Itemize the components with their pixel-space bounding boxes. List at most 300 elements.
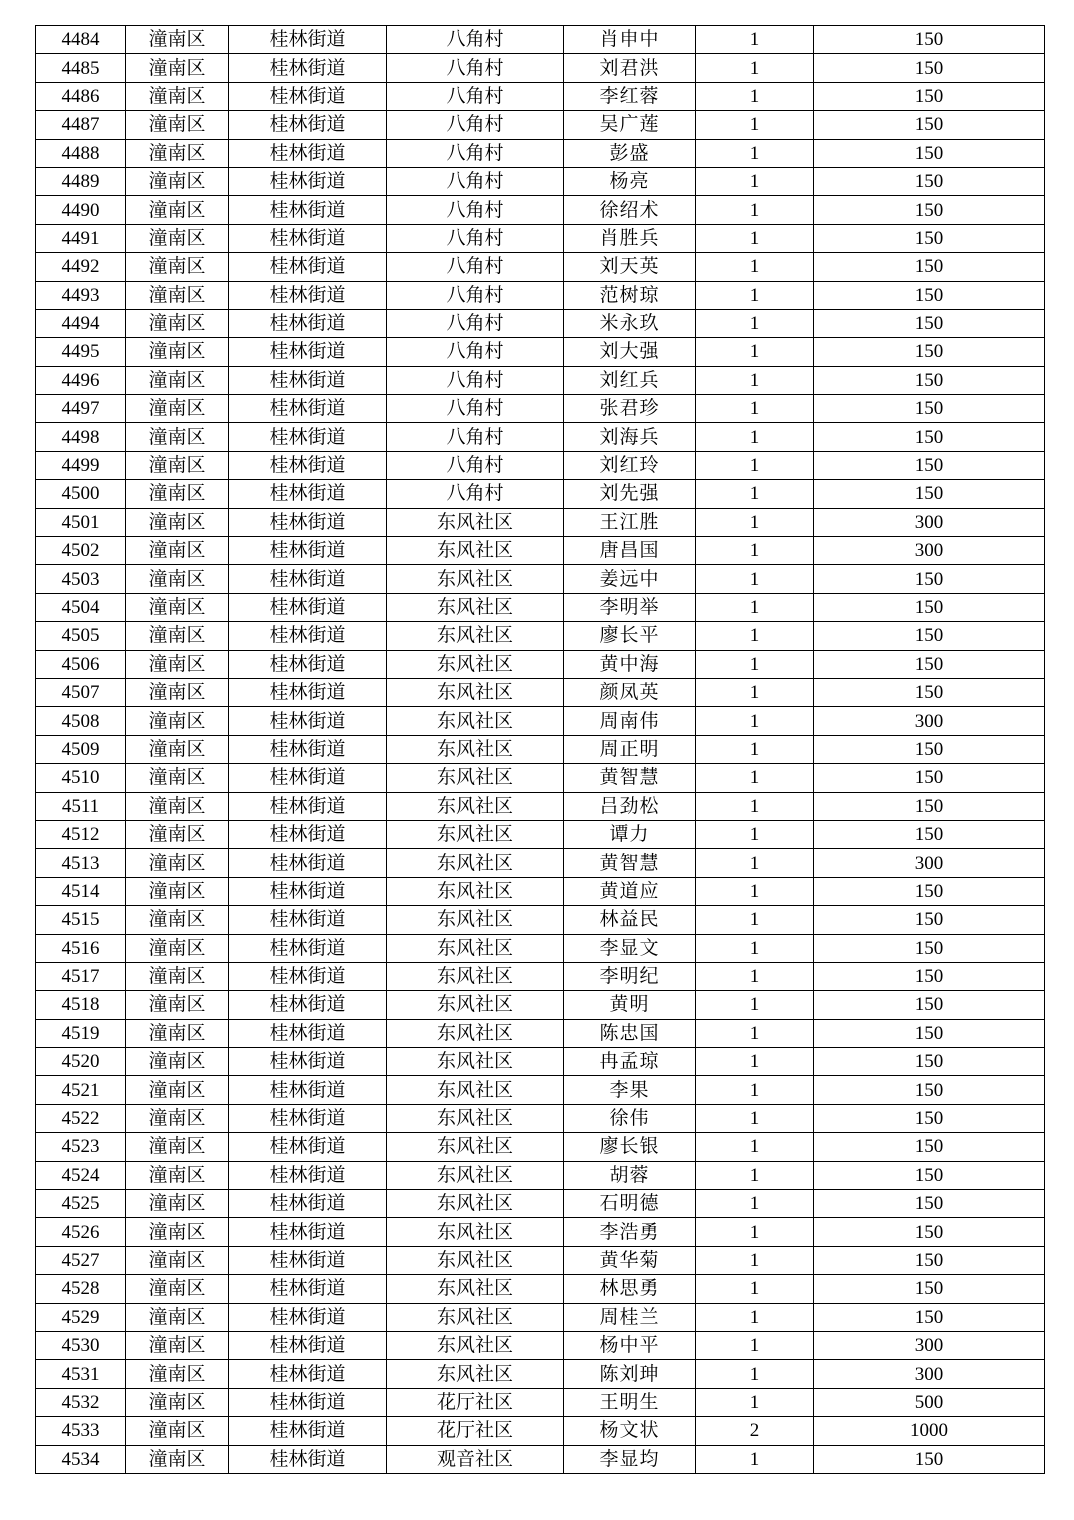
serial-number-cell: 4521 — [36, 1076, 126, 1104]
street-cell: 桂林街道 — [229, 1246, 387, 1274]
village-cell: 东风社区 — [387, 1360, 564, 1388]
district-cell: 潼南区 — [126, 395, 229, 423]
street-cell: 桂林街道 — [229, 820, 387, 848]
name-cell: 范树琼 — [564, 281, 696, 309]
serial-number-cell: 4529 — [36, 1303, 126, 1331]
amount-cell: 150 — [814, 934, 1045, 962]
village-cell: 东风社区 — [387, 622, 564, 650]
table-row — [36, 1303, 1045, 1331]
count-cell: 1 — [696, 281, 814, 309]
serial-number-cell: 4527 — [36, 1246, 126, 1274]
street-cell: 桂林街道 — [229, 1445, 387, 1473]
table-row — [36, 934, 1045, 962]
name-cell: 王江胜 — [564, 508, 696, 536]
serial-number-cell: 4526 — [36, 1218, 126, 1246]
count-cell: 1 — [696, 508, 814, 536]
amount-cell: 150 — [814, 224, 1045, 252]
amount-cell: 300 — [814, 508, 1045, 536]
district-cell: 潼南区 — [126, 877, 229, 905]
street-cell: 桂林街道 — [229, 309, 387, 337]
amount-cell: 150 — [814, 1445, 1045, 1473]
street-cell: 桂林街道 — [229, 1218, 387, 1246]
name-cell: 李果 — [564, 1076, 696, 1104]
district-cell: 潼南区 — [126, 792, 229, 820]
count-cell: 1 — [696, 1019, 814, 1047]
table-row — [36, 650, 1045, 678]
district-cell: 潼南区 — [126, 1275, 229, 1303]
serial-number-cell: 4532 — [36, 1388, 126, 1416]
district-cell: 潼南区 — [126, 1190, 229, 1218]
amount-cell: 150 — [814, 1161, 1045, 1189]
district-cell: 潼南区 — [126, 764, 229, 792]
count-cell: 1 — [696, 622, 814, 650]
serial-number-cell: 4500 — [36, 480, 126, 508]
district-cell: 潼南区 — [126, 139, 229, 167]
street-cell: 桂林街道 — [229, 1104, 387, 1132]
serial-number-cell: 4501 — [36, 508, 126, 536]
table-row — [36, 1445, 1045, 1473]
village-cell: 东风社区 — [387, 1246, 564, 1274]
street-cell: 桂林街道 — [229, 849, 387, 877]
name-cell: 刘红兵 — [564, 366, 696, 394]
serial-number-cell: 4494 — [36, 309, 126, 337]
amount-cell: 150 — [814, 735, 1045, 763]
count-cell: 1 — [696, 707, 814, 735]
street-cell: 桂林街道 — [229, 1331, 387, 1359]
street-cell: 桂林街道 — [229, 451, 387, 479]
table-row — [36, 1417, 1045, 1445]
count-cell: 1 — [696, 1445, 814, 1473]
village-cell: 东风社区 — [387, 906, 564, 934]
count-cell: 1 — [696, 735, 814, 763]
village-cell: 东风社区 — [387, 962, 564, 990]
serial-number-cell: 4496 — [36, 366, 126, 394]
count-cell: 1 — [696, 224, 814, 252]
count-cell: 1 — [696, 1303, 814, 1331]
village-cell: 东风社区 — [387, 877, 564, 905]
street-cell: 桂林街道 — [229, 366, 387, 394]
count-cell: 1 — [696, 196, 814, 224]
district-cell: 潼南区 — [126, 111, 229, 139]
count-cell: 1 — [696, 1133, 814, 1161]
count-cell: 1 — [696, 1388, 814, 1416]
amount-cell: 300 — [814, 707, 1045, 735]
street-cell: 桂林街道 — [229, 1190, 387, 1218]
street-cell: 桂林街道 — [229, 678, 387, 706]
amount-cell: 150 — [814, 309, 1045, 337]
count-cell: 1 — [696, 309, 814, 337]
name-cell: 张君珍 — [564, 395, 696, 423]
name-cell: 徐伟 — [564, 1104, 696, 1132]
street-cell: 桂林街道 — [229, 1019, 387, 1047]
street-cell: 桂林街道 — [229, 877, 387, 905]
serial-number-cell: 4506 — [36, 650, 126, 678]
table-row — [36, 735, 1045, 763]
table-row — [36, 1048, 1045, 1076]
amount-cell: 150 — [814, 480, 1045, 508]
amount-cell: 150 — [814, 1190, 1045, 1218]
serial-number-cell: 4533 — [36, 1417, 126, 1445]
district-cell: 潼南区 — [126, 537, 229, 565]
village-cell: 花厅社区 — [387, 1417, 564, 1445]
village-cell: 花厅社区 — [387, 1388, 564, 1416]
count-cell: 1 — [696, 82, 814, 110]
serial-number-cell: 4525 — [36, 1190, 126, 1218]
amount-cell: 150 — [814, 792, 1045, 820]
district-cell: 潼南区 — [126, 1331, 229, 1359]
street-cell: 桂林街道 — [229, 991, 387, 1019]
amount-cell: 150 — [814, 139, 1045, 167]
count-cell: 1 — [696, 1331, 814, 1359]
district-cell: 潼南区 — [126, 1161, 229, 1189]
name-cell: 石明德 — [564, 1190, 696, 1218]
table-row — [36, 508, 1045, 536]
district-cell: 潼南区 — [126, 1360, 229, 1388]
table-row — [36, 1104, 1045, 1132]
amount-cell: 150 — [814, 1133, 1045, 1161]
village-cell: 东风社区 — [387, 508, 564, 536]
table-row — [36, 1388, 1045, 1416]
name-cell: 杨亮 — [564, 167, 696, 195]
amount-cell: 150 — [814, 877, 1045, 905]
serial-number-cell: 4489 — [36, 167, 126, 195]
serial-number-cell: 4487 — [36, 111, 126, 139]
street-cell: 桂林街道 — [229, 650, 387, 678]
table-row — [36, 281, 1045, 309]
name-cell: 胡蓉 — [564, 1161, 696, 1189]
village-cell: 八角村 — [387, 451, 564, 479]
district-cell: 潼南区 — [126, 196, 229, 224]
name-cell: 刘海兵 — [564, 423, 696, 451]
street-cell: 桂林街道 — [229, 508, 387, 536]
street-cell: 桂林街道 — [229, 54, 387, 82]
table-row — [36, 792, 1045, 820]
village-cell: 八角村 — [387, 139, 564, 167]
street-cell: 桂林街道 — [229, 1303, 387, 1331]
serial-number-cell: 4512 — [36, 820, 126, 848]
name-cell: 李红蓉 — [564, 82, 696, 110]
name-cell: 周南伟 — [564, 707, 696, 735]
name-cell: 杨文状 — [564, 1417, 696, 1445]
village-cell: 八角村 — [387, 196, 564, 224]
village-cell: 东风社区 — [387, 991, 564, 1019]
village-cell: 八角村 — [387, 366, 564, 394]
street-cell: 桂林街道 — [229, 167, 387, 195]
name-cell: 冉孟琼 — [564, 1048, 696, 1076]
count-cell: 1 — [696, 1246, 814, 1274]
count-cell: 1 — [696, 962, 814, 990]
count-cell: 1 — [696, 139, 814, 167]
table-row — [36, 451, 1045, 479]
count-cell: 1 — [696, 167, 814, 195]
count-cell: 1 — [696, 1161, 814, 1189]
street-cell: 桂林街道 — [229, 537, 387, 565]
district-cell: 潼南区 — [126, 253, 229, 281]
amount-cell: 150 — [814, 111, 1045, 139]
street-cell: 桂林街道 — [229, 1360, 387, 1388]
count-cell: 1 — [696, 338, 814, 366]
count-cell: 1 — [696, 1360, 814, 1388]
serial-number-cell: 4514 — [36, 877, 126, 905]
name-cell: 唐昌国 — [564, 537, 696, 565]
village-cell: 东风社区 — [387, 1076, 564, 1104]
name-cell: 黄明 — [564, 991, 696, 1019]
amount-cell: 150 — [814, 395, 1045, 423]
serial-number-cell: 4523 — [36, 1133, 126, 1161]
street-cell: 桂林街道 — [229, 253, 387, 281]
village-cell: 东风社区 — [387, 1104, 564, 1132]
street-cell: 桂林街道 — [229, 224, 387, 252]
name-cell: 周正明 — [564, 735, 696, 763]
name-cell: 周桂兰 — [564, 1303, 696, 1331]
name-cell: 黄中海 — [564, 650, 696, 678]
serial-number-cell: 4528 — [36, 1275, 126, 1303]
name-cell: 王明生 — [564, 1388, 696, 1416]
serial-number-cell: 4515 — [36, 906, 126, 934]
name-cell: 彭盛 — [564, 139, 696, 167]
count-cell: 1 — [696, 877, 814, 905]
table-row — [36, 906, 1045, 934]
village-cell: 八角村 — [387, 480, 564, 508]
village-cell: 东风社区 — [387, 678, 564, 706]
count-cell: 1 — [696, 253, 814, 281]
serial-number-cell: 4511 — [36, 792, 126, 820]
name-cell: 刘先强 — [564, 480, 696, 508]
amount-cell: 150 — [814, 962, 1045, 990]
count-cell: 1 — [696, 366, 814, 394]
amount-cell: 150 — [814, 366, 1045, 394]
count-cell: 1 — [696, 1218, 814, 1246]
count-cell: 1 — [696, 1076, 814, 1104]
amount-cell: 300 — [814, 1360, 1045, 1388]
village-cell: 八角村 — [387, 26, 564, 54]
table-row — [36, 196, 1045, 224]
table-row — [36, 1331, 1045, 1359]
serial-number-cell: 4516 — [36, 934, 126, 962]
amount-cell: 300 — [814, 849, 1045, 877]
name-cell: 李浩勇 — [564, 1218, 696, 1246]
serial-number-cell: 4530 — [36, 1331, 126, 1359]
village-cell: 八角村 — [387, 423, 564, 451]
village-cell: 八角村 — [387, 54, 564, 82]
amount-cell: 150 — [814, 1048, 1045, 1076]
village-cell: 八角村 — [387, 281, 564, 309]
village-cell: 东风社区 — [387, 735, 564, 763]
district-cell: 潼南区 — [126, 54, 229, 82]
count-cell: 2 — [696, 1417, 814, 1445]
amount-cell: 300 — [814, 1331, 1045, 1359]
amount-cell: 150 — [814, 678, 1045, 706]
district-cell: 潼南区 — [126, 707, 229, 735]
count-cell: 1 — [696, 1275, 814, 1303]
street-cell: 桂林街道 — [229, 480, 387, 508]
amount-cell: 300 — [814, 537, 1045, 565]
district-cell: 潼南区 — [126, 622, 229, 650]
street-cell: 桂林街道 — [229, 196, 387, 224]
amount-cell: 150 — [814, 906, 1045, 934]
street-cell: 桂林街道 — [229, 1048, 387, 1076]
table-row — [36, 820, 1045, 848]
district-cell: 潼南区 — [126, 593, 229, 621]
name-cell: 陈忠国 — [564, 1019, 696, 1047]
amount-cell: 150 — [814, 196, 1045, 224]
amount-cell: 150 — [814, 565, 1045, 593]
village-cell: 东风社区 — [387, 1048, 564, 1076]
serial-number-cell: 4517 — [36, 962, 126, 990]
village-cell: 东风社区 — [387, 1218, 564, 1246]
district-cell: 潼南区 — [126, 1218, 229, 1246]
amount-cell: 150 — [814, 1019, 1045, 1047]
amount-cell: 150 — [814, 1303, 1045, 1331]
table-row — [36, 224, 1045, 252]
name-cell: 刘天英 — [564, 253, 696, 281]
table-row — [36, 253, 1045, 281]
serial-number-cell: 4486 — [36, 82, 126, 110]
district-cell: 潼南区 — [126, 480, 229, 508]
table-row — [36, 1190, 1045, 1218]
name-cell: 刘君洪 — [564, 54, 696, 82]
table-row — [36, 139, 1045, 167]
serial-number-cell: 4493 — [36, 281, 126, 309]
village-cell: 东风社区 — [387, 820, 564, 848]
name-cell: 米永玖 — [564, 309, 696, 337]
district-cell: 潼南区 — [126, 650, 229, 678]
amount-cell: 150 — [814, 764, 1045, 792]
street-cell: 桂林街道 — [229, 735, 387, 763]
count-cell: 1 — [696, 537, 814, 565]
name-cell: 黄华菊 — [564, 1246, 696, 1274]
name-cell: 谭力 — [564, 820, 696, 848]
serial-number-cell: 4522 — [36, 1104, 126, 1132]
serial-number-cell: 4505 — [36, 622, 126, 650]
village-cell: 八角村 — [387, 224, 564, 252]
village-cell: 东风社区 — [387, 934, 564, 962]
serial-number-cell: 4520 — [36, 1048, 126, 1076]
name-cell: 吴广莲 — [564, 111, 696, 139]
village-cell: 东风社区 — [387, 650, 564, 678]
serial-number-cell: 4503 — [36, 565, 126, 593]
name-cell: 肖胜兵 — [564, 224, 696, 252]
serial-number-cell: 4492 — [36, 253, 126, 281]
amount-cell: 150 — [814, 991, 1045, 1019]
serial-number-cell: 4519 — [36, 1019, 126, 1047]
street-cell: 桂林街道 — [229, 906, 387, 934]
village-cell: 东风社区 — [387, 537, 564, 565]
table-row — [36, 111, 1045, 139]
table-body — [36, 26, 1045, 1474]
district-cell: 潼南区 — [126, 366, 229, 394]
table-row — [36, 1161, 1045, 1189]
count-cell: 1 — [696, 678, 814, 706]
street-cell: 桂林街道 — [229, 139, 387, 167]
serial-number-cell: 4498 — [36, 423, 126, 451]
serial-number-cell: 4499 — [36, 451, 126, 479]
serial-number-cell: 4485 — [36, 54, 126, 82]
street-cell: 桂林街道 — [229, 1388, 387, 1416]
count-cell: 1 — [696, 906, 814, 934]
street-cell: 桂林街道 — [229, 1076, 387, 1104]
street-cell: 桂林街道 — [229, 82, 387, 110]
district-cell: 潼南区 — [126, 1246, 229, 1274]
name-cell: 黄道应 — [564, 877, 696, 905]
table-row — [36, 565, 1045, 593]
street-cell: 桂林街道 — [229, 1275, 387, 1303]
name-cell: 廖长银 — [564, 1133, 696, 1161]
village-cell: 观音社区 — [387, 1445, 564, 1473]
table-row — [36, 26, 1045, 54]
amount-cell: 150 — [814, 423, 1045, 451]
amount-cell: 150 — [814, 1218, 1045, 1246]
street-cell: 桂林街道 — [229, 622, 387, 650]
serial-number-cell: 4508 — [36, 707, 126, 735]
count-cell: 1 — [696, 849, 814, 877]
district-cell: 潼南区 — [126, 451, 229, 479]
district-cell: 潼南区 — [126, 735, 229, 763]
name-cell: 黄智慧 — [564, 849, 696, 877]
name-cell: 李明纪 — [564, 962, 696, 990]
district-cell: 潼南区 — [126, 906, 229, 934]
serial-number-cell: 4490 — [36, 196, 126, 224]
serial-number-cell: 4534 — [36, 1445, 126, 1473]
table-row — [36, 764, 1045, 792]
name-cell: 姜远中 — [564, 565, 696, 593]
amount-cell: 150 — [814, 82, 1045, 110]
table-row — [36, 622, 1045, 650]
village-cell: 八角村 — [387, 111, 564, 139]
district-cell: 潼南区 — [126, 82, 229, 110]
district-cell: 潼南区 — [126, 962, 229, 990]
table-row — [36, 593, 1045, 621]
table-row — [36, 338, 1045, 366]
district-cell: 潼南区 — [126, 678, 229, 706]
village-cell: 东风社区 — [387, 1133, 564, 1161]
count-cell: 1 — [696, 593, 814, 621]
table-row — [36, 537, 1045, 565]
amount-cell: 150 — [814, 1104, 1045, 1132]
village-cell: 东风社区 — [387, 792, 564, 820]
serial-number-cell: 4509 — [36, 735, 126, 763]
village-cell: 东风社区 — [387, 849, 564, 877]
district-cell: 潼南区 — [126, 281, 229, 309]
street-cell: 桂林街道 — [229, 281, 387, 309]
district-cell: 潼南区 — [126, 1417, 229, 1445]
table-row — [36, 1076, 1045, 1104]
table-row — [36, 167, 1045, 195]
amount-cell: 150 — [814, 26, 1045, 54]
street-cell: 桂林街道 — [229, 962, 387, 990]
table-row — [36, 54, 1045, 82]
village-cell: 东风社区 — [387, 707, 564, 735]
table-row — [36, 423, 1045, 451]
table-row — [36, 480, 1045, 508]
serial-number-cell: 4484 — [36, 26, 126, 54]
table-row — [36, 82, 1045, 110]
serial-number-cell: 4504 — [36, 593, 126, 621]
amount-cell: 150 — [814, 338, 1045, 366]
district-cell: 潼南区 — [126, 991, 229, 1019]
amount-cell: 150 — [814, 54, 1045, 82]
amount-cell: 500 — [814, 1388, 1045, 1416]
serial-number-cell: 4497 — [36, 395, 126, 423]
street-cell: 桂林街道 — [229, 1417, 387, 1445]
count-cell: 1 — [696, 991, 814, 1019]
village-cell: 东风社区 — [387, 1190, 564, 1218]
name-cell: 林思勇 — [564, 1275, 696, 1303]
count-cell: 1 — [696, 1104, 814, 1132]
village-cell: 东风社区 — [387, 764, 564, 792]
amount-cell: 150 — [814, 1275, 1045, 1303]
serial-number-cell: 4510 — [36, 764, 126, 792]
